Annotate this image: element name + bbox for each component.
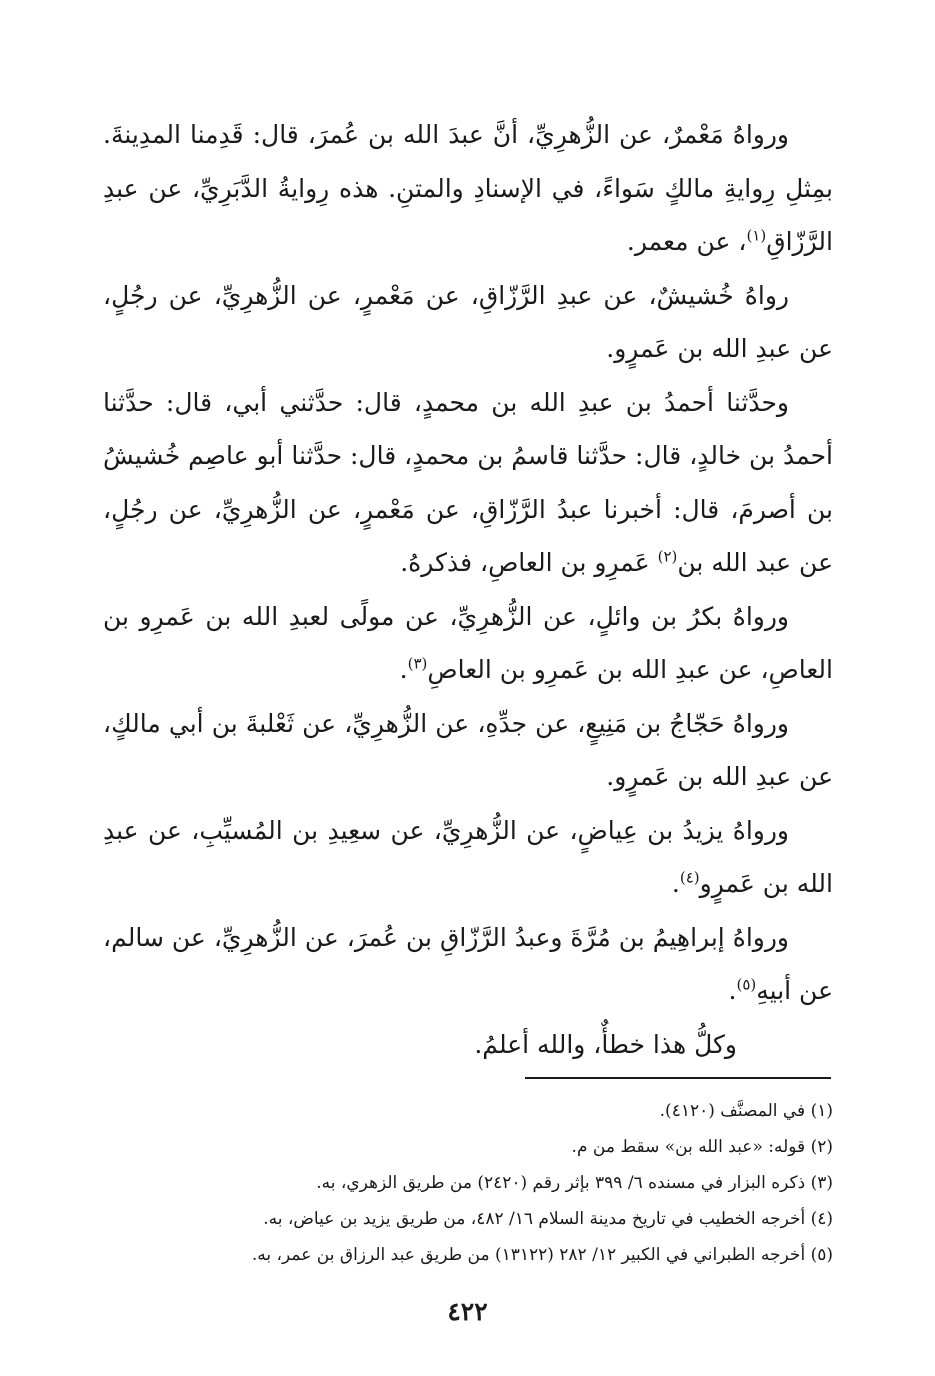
paragraph-yazid (103, 804, 833, 911)
paragraph-bakr (103, 590, 833, 697)
paragraph-text: ورواهُ حَجّاجُ بن مَنِيعٍ، عن جدِّهِ، عن الزُّهرِيِّ، عن ثَعْلبةَ بن أبي مالكٍ، عن عبدِ الله بن عَمرٍو. (103, 708, 833, 791)
footnote-marker-5[interactable]: (٥) (736, 975, 757, 994)
paragraph-text: ورواهُ يزيدُ بن عِياضٍ، عن الزُّهرِيِّ، عن سعِيدِ بن المُسيِّبِ، عن عبدِ الله بن عَمرٍو (103, 815, 833, 898)
footnote-marker-4[interactable]: (٤) (679, 868, 700, 887)
paragraph-text-after: . (671, 869, 680, 898)
paragraph-text-after: . (399, 655, 408, 684)
paragraph-mamar (103, 108, 833, 269)
paragraph-ibrahim (103, 911, 833, 1018)
paragraph-text: ورواهُ بكرُ بن وائلٍ، عن الزُّهرِيِّ، عن مولًى لعبدِ الله بن عَمرِو بن العاصِ، عن عبدِ الله بن عَمرِو بن العاصِ (103, 601, 833, 684)
footnotes-section (103, 1093, 833, 1273)
footnote-marker-1[interactable]: (١) (746, 226, 767, 245)
footnote-marker-3[interactable]: (٣) (407, 654, 428, 673)
footnote-1: (١) في المصنَّف (٤١٢٠). (659, 1101, 833, 1121)
paragraph-conclusion (103, 1018, 833, 1072)
paragraph-isnad (103, 376, 833, 590)
paragraph-khushaysh (103, 269, 833, 376)
footnote-marker-2[interactable]: (٢) (657, 547, 678, 566)
paragraph-text-after: عَمرِو بن العاصِ، فذكرهُ. (400, 548, 658, 577)
footnote-4: (٤) أخرجه الخطيب في تاريخ مدينة السلام ١٦/ ٤٨٢، من طريق يزيد بن عياض، به. (263, 1209, 833, 1229)
main-text-body (103, 108, 833, 1071)
paragraph-text-after: . (728, 976, 737, 1005)
footnote-2: (٢) قوله: «عبد الله بن» سقط من م. (571, 1137, 833, 1157)
footnote-5: (٥) أخرجه الطبراني في الكبير ١٢/ ٢٨٢ (١٣١٢٢) من طريق عبد الرزاق بن عمر، به. (251, 1245, 833, 1265)
paragraph-text: رواهُ خُشيشٌ، عن عبدِ الرَّزّاقِ، عن مَعْمرٍ، عن الزُّهرِيِّ، عن رجُلٍ، عن عبدِ الله بن عَمرٍو. (103, 280, 833, 363)
paragraph-text-after: ، عن معمر. (626, 227, 747, 256)
paragraph-text: وحدَّثنا أحمدُ بن عبدِ الله بن محمدٍ، قال: حدَّثني أبي، قال: حدَّثنا أحمدُ بن خالدٍ، قال: حدَّثنا قاسمُ بن محمدٍ، قال: حدَّثنا أبو عاصِم خُشيشُ بن أصرمَ، قال: أخبرنا عبدُ الرَّزّاقِ، عن مَعْمرٍ، عن الزُّهرِيِّ، عن رجُلٍ، عن عبد الله بن (103, 387, 833, 577)
paragraph-text: ورواهُ مَعْمرٌ، عن الزُّهرِيِّ، أنَّ عبدَ الله بن عُمرَ، قال: قَدِمنا المدِينةَ. بمِثلِ رِوايةِ مالكٍ سَواءً، في الإسنادِ والمتنِ. هذه رِوايةُ الدَّبَرِيِّ، عن عبدِ الرَّزّاقِ (103, 120, 833, 256)
footnote-3: (٣) ذكره البزار في مسنده ٦/ ٣٩٩ بإثر رقم (٢٤٢٠) من طريق الزهري، به. (316, 1173, 833, 1193)
page-number: ٤٢٢ (447, 1297, 488, 1326)
paragraph-text: ورواهُ إبراهِيمُ بن مُرَّةَ وعبدُ الرَّزّاقِ بن عُمرَ، عن الزُّهرِيِّ، عن سالم، عن أبيهِ (103, 922, 833, 1005)
paragraph-text: وكلُّ هذا خطأٌ، والله أعلمُ. (474, 1029, 737, 1059)
paragraph-hajjaj (103, 697, 833, 804)
footnote-separator (525, 1077, 831, 1079)
